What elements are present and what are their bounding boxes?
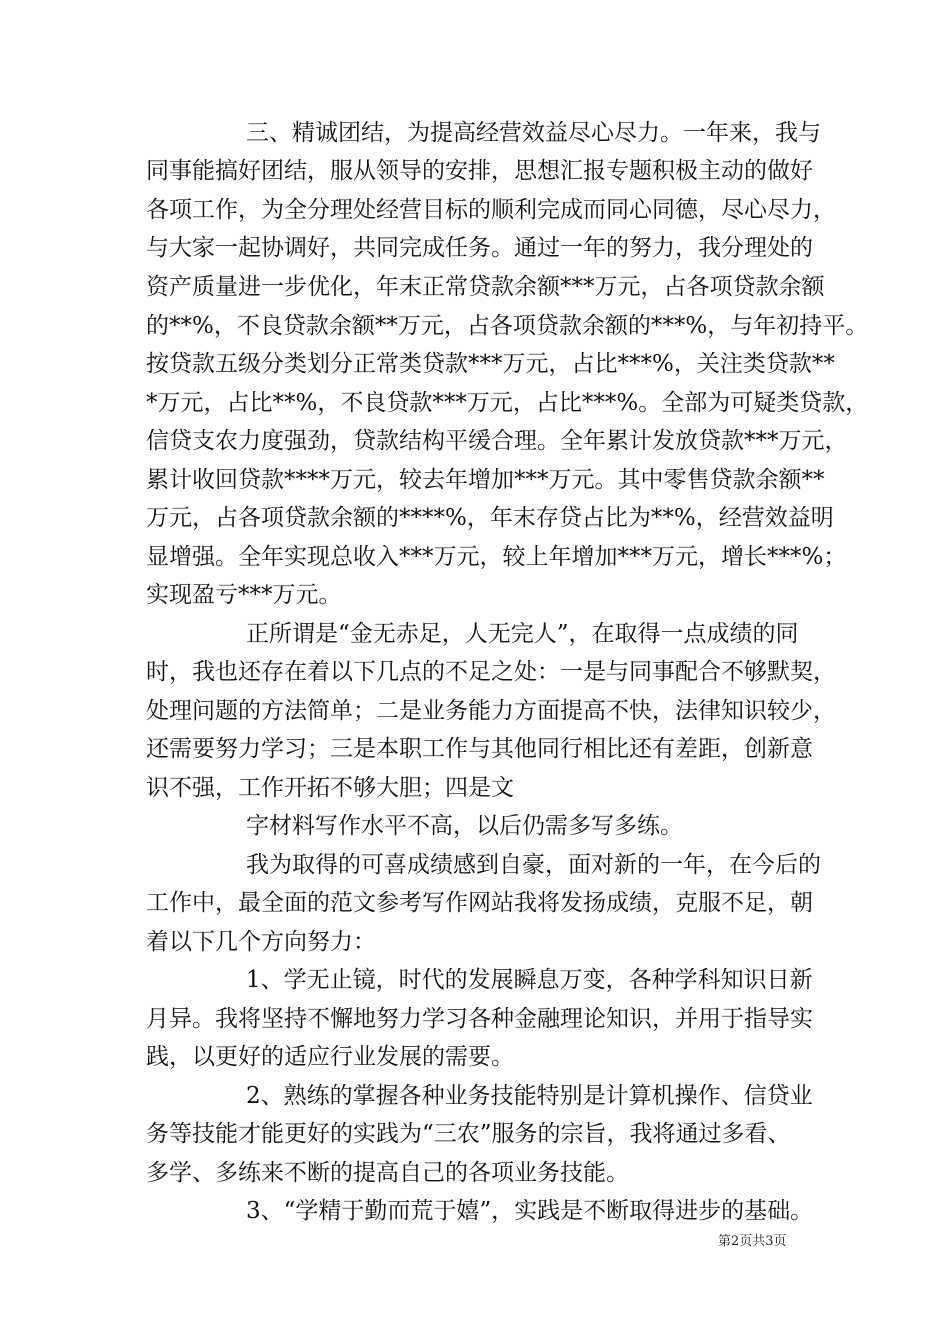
paragraph-line: 按贷款五级分类划分正常类贷款***万元，占比***%，关注类贷款** (146, 351, 835, 377)
paragraph-line: 月异。我将坚持不懈地努力学习各种金融理论知识，并用于指导实 (146, 1006, 813, 1032)
paragraph-line: 识不强，工作开拓不够大胆；四是文 (146, 775, 514, 801)
page-number: 第2页共3页 (718, 1234, 787, 1249)
paragraph-line: 3、“学精于勤而荒于嬉”，实践是不断取得进步的基础。 (246, 1198, 814, 1224)
paragraph-line: 多学、多练来不断的提高自己的各项业务技能。 (146, 1160, 629, 1186)
paragraph-line: 工作中，最全面的范文参考写作网站我将发扬成绩，克服不足，朝 (146, 890, 813, 916)
paragraph-line: 处理问题的方法简单；二是业务能力方面提高不快，法律知识较少， (146, 698, 836, 724)
paragraph-line: *万元，占比**%，不良贷款***万元，占比***%。全部为可疑类贷款， (146, 390, 869, 416)
paragraph-line: 累计收回贷款****万元，较去年增加***万元。其中零售贷款余额** (146, 467, 825, 493)
paragraph-line: 还需要努力学习；三是本职工作与其他同行相比还有差距，创新意 (146, 736, 813, 762)
paragraph-line: 实现盈亏***万元。 (146, 582, 342, 608)
paragraph-line: 的**%，不良贷款余额**万元，占各项贷款余额的***%，与年初持平。 (146, 313, 869, 339)
paragraph-line: 着以下几个方向努力： (146, 929, 376, 955)
paragraph-line: 字材料写作水平不高，以后仍需多写多练。 (246, 813, 683, 839)
paragraph-line: 时，我也还存在着以下几点的不足之处：一是与同事配合不够默契， (146, 659, 836, 685)
paragraph-line: 1、学无止镜，时代的发展瞬息万变，各种学科知识日新 (246, 967, 813, 993)
paragraph-line: 正所谓是“金无赤足，人无完人”，在取得一点成绩的同 (246, 621, 799, 647)
paragraph-line: 与大家一起协调好，共同完成任务。通过一年的努力，我分理处的 (146, 235, 813, 261)
paragraph-line: 资产质量进一步优化，年末正常贷款余额***万元，占各项贷款余额 (146, 274, 825, 300)
paragraph-line: 各项工作，为全分理处经营目标的顺利完成而同心同德，尽心尽力， (146, 197, 836, 223)
paragraph-line: 信贷支农力度强劲，贷款结构平缓合理。全年累计发放贷款***万元， (146, 428, 848, 454)
paragraph-line: 2、熟练的掌握各种业务技能特别是计算机操作、信贷业 (246, 1083, 813, 1109)
paragraph-line: 万元，占各项贷款余额的****%，年末存贷占比为**%，经营效益明 (146, 505, 834, 531)
paragraph-line: 显增强。全年实现总收入***万元，较上年增加***万元，增长***%； (146, 544, 847, 570)
paragraph-line: 务等技能才能更好的实践为“三农”服务的宗旨，我将通过多看、 (146, 1121, 791, 1147)
paragraph-line: 三、精诚团结，为提高经营效益尽心尽力。一年来，我与 (246, 120, 821, 146)
paragraph-line: 同事能搞好团结，服从领导的安排，思想汇报专题积极主动的做好 (146, 158, 813, 184)
paragraph-line: 践，以更好的适应行业发展的需要。 (146, 1044, 514, 1070)
paragraph-line: 我为取得的可喜成绩感到自豪，面对新的一年，在今后的 (246, 852, 821, 878)
